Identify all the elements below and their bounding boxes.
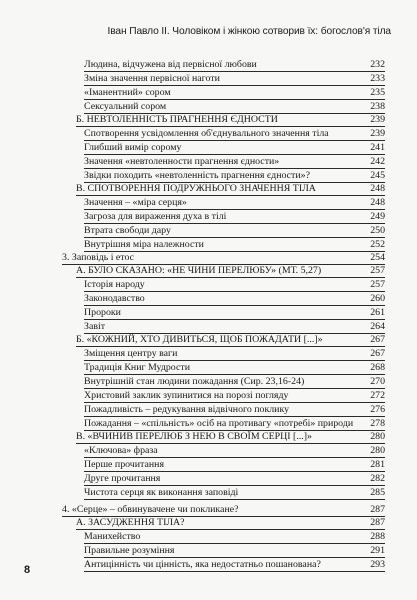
toc-entry [84, 155, 385, 169]
toc-entry-page: 280 [370, 431, 385, 442]
toc-entry-title: Глибший вимір сорому [84, 142, 182, 153]
toc-entry-page: 281 [370, 459, 385, 470]
toc-entry-page: 248 [370, 197, 385, 208]
toc-entry-title: Друге прочитання [84, 473, 161, 484]
toc-entry-title: Манихейство [84, 531, 141, 542]
toc-entry-page: 257 [370, 265, 385, 276]
toc-entry-title: Христовий заклик зупинитися на порозі погляду [84, 390, 289, 401]
toc-entry-title: Спотворення усвідомлення об'єднувального значення тіла [84, 128, 329, 139]
toc-entry-page: 288 [370, 531, 385, 542]
toc-entry-page: 232 [370, 59, 385, 70]
toc-entry-page: 260 [370, 293, 385, 304]
toc-entry [84, 127, 385, 141]
toc-entry-page: 287 [370, 504, 385, 515]
toc-entry-page: 282 [370, 473, 385, 484]
toc-entry [84, 169, 385, 183]
toc-chapter-heading [62, 503, 385, 517]
toc-entry [84, 72, 385, 86]
toc-entry-title: Б. «КОЖНИЙ, ХТО ДИВИТЬСЯ, ЩОБ ПОЖАДАТИ [...]» [76, 334, 323, 345]
toc-entry-title: Людина, відчужена від первісної любови [84, 59, 257, 70]
toc-entry-title: Пожадання – «спільність» осіб на противагу «потребі» природи [84, 418, 354, 429]
toc-entry-page: 233 [370, 73, 385, 84]
toc-entry-page: 252 [370, 239, 385, 250]
toc-entry-page: 280 [370, 445, 385, 456]
toc-entry-page: 293 [370, 559, 385, 570]
toc-entry-title: Загроза для вираження духа в тілі [84, 211, 227, 222]
toc-entry-page: 272 [370, 390, 385, 401]
toc-entry-title: А. ЗАСУДЖЕННЯ ТІЛА? [76, 517, 185, 528]
toc-entry-title: Пророки [84, 307, 121, 318]
toc-entry-page: 276 [370, 404, 385, 415]
toc-entry [84, 224, 385, 238]
toc-entry-title: Пожадливість – редукування відвічного поклику [84, 404, 290, 415]
toc-entry [84, 347, 385, 361]
toc-entry [84, 210, 385, 224]
toc-entry-page: 250 [370, 225, 385, 236]
toc-entry-page: 257 [370, 279, 385, 290]
toc-entry-title: В. СПОТВОРЕННЯ ПОДРУЖНЬОГО ЗНАЧЕННЯ ТІЛА [76, 183, 316, 194]
toc-entry-page: 241 [370, 142, 385, 153]
toc-entry-title: Зміщення центру ваги [84, 348, 178, 359]
toc-section-heading [76, 113, 385, 127]
toc-entry [84, 361, 385, 375]
toc-entry-title: Внутрішній стан людини пожадання (Сир. 23,16-24) [84, 376, 305, 387]
toc-entry-title: Зміна значення первісної наготи [84, 73, 220, 84]
toc-entry-title: Правильне розуміння [84, 545, 175, 556]
toc-entry-page: 291 [370, 545, 385, 556]
toc-entry [84, 196, 385, 210]
toc-entry-title: Завіт [84, 321, 106, 332]
toc-entry-title: 3. Заповідь і етос [62, 252, 135, 263]
toc-entry-title: Значення «невтоленности прагнення єдности» [84, 156, 280, 167]
toc-section-heading [76, 264, 385, 278]
toc-entry [84, 544, 385, 558]
toc-entry [84, 458, 385, 472]
toc-chapter-heading [62, 251, 385, 265]
toc-entry [84, 486, 385, 500]
toc-entry-page: 245 [370, 170, 385, 181]
toc-entry [84, 403, 385, 417]
toc-entry [84, 320, 385, 334]
toc-entry-page: 268 [370, 362, 385, 373]
toc-entry-title: Антицінність чи цінність, яка недостатньо пошанована? [84, 559, 321, 570]
toc-entry-title: Внутрішня міра належности [84, 239, 204, 250]
toc-entry-title: Історія народу [84, 279, 145, 290]
toc-entry [84, 58, 385, 72]
toc-entry-page: 267 [370, 348, 385, 359]
toc-entry-page: 264 [370, 321, 385, 332]
toc-entry [84, 558, 385, 572]
toc-entry-page: 248 [370, 183, 385, 194]
toc-entry-page: 261 [370, 307, 385, 318]
toc-entry-title: Законодавство [84, 293, 145, 304]
toc-entry [84, 86, 385, 100]
toc-entry-page: 239 [370, 114, 385, 125]
toc-entry-title: Чистота серця як виконання заповіді [84, 487, 239, 498]
toc-entry [84, 375, 385, 389]
toc-entry-page: 287 [370, 517, 385, 528]
toc-entry [84, 100, 385, 114]
toc-entry [84, 292, 385, 306]
toc-entry [84, 417, 385, 431]
running-header: Іван Павло II. Чоловіком і жінкою сотворив їх: богослов'я тіла [107, 26, 391, 37]
toc-section-heading [76, 516, 385, 530]
toc-entry-title: Перше прочитання [84, 459, 164, 470]
toc-entry [84, 278, 385, 292]
toc-section-heading [76, 430, 385, 444]
toc-entry [84, 141, 385, 155]
toc-entry-title: «Іманентний» сором [84, 87, 171, 98]
toc-entry-page: 270 [370, 376, 385, 387]
toc-entry-page: 278 [370, 418, 385, 429]
toc-entry-title: Б. НЕВТОЛЕННІСТЬ ПРАГНЕННЯ ЄДНОСТИ [76, 114, 278, 125]
page-number: 8 [24, 564, 31, 576]
toc-entry [84, 389, 385, 403]
toc-entry-title: Звідки походить «невтоленність прагнення єдности»? [84, 170, 310, 181]
toc-entry-page: 254 [370, 252, 385, 263]
toc-entry-page: 239 [370, 128, 385, 139]
toc-section-heading [76, 333, 385, 347]
toc-entry-page: 285 [370, 487, 385, 498]
toc-entry-title: А. БУЛО СКАЗАНО: «НЕ ЧИНИ ПЕРЕЛЮБУ» (МТ. 5,27) [76, 265, 322, 276]
toc-entry-title: 4. «Серце» – обвинувачене чи покликане? [62, 504, 239, 515]
toc-entry-title: Втрата свободи дару [84, 225, 171, 236]
toc-entry-page: 249 [370, 211, 385, 222]
toc-entry-title: В. «ВЧИНИВ ПЕРЕЛЮБ З НЕЮ В СВОЇМ СЕРЦІ [...]» [76, 431, 312, 442]
toc-entry-title: «Ключова» фраза [84, 445, 158, 456]
toc-entry-title: Традиція Книг Мудрости [84, 362, 190, 373]
toc-entry [84, 306, 385, 320]
toc-section-heading [76, 182, 385, 196]
toc-entry-page: 267 [370, 334, 385, 345]
toc-entry [84, 530, 385, 544]
toc-entry [84, 472, 385, 486]
toc-entry [84, 444, 385, 458]
toc-entry-title: Сексуальний сором [84, 101, 167, 112]
toc-entry-page: 242 [370, 156, 385, 167]
toc-entry-title: Значення – «міра серця» [84, 197, 187, 208]
toc-entry-page: 235 [370, 87, 385, 98]
toc-entry-page: 238 [370, 101, 385, 112]
toc-entry [84, 238, 385, 252]
